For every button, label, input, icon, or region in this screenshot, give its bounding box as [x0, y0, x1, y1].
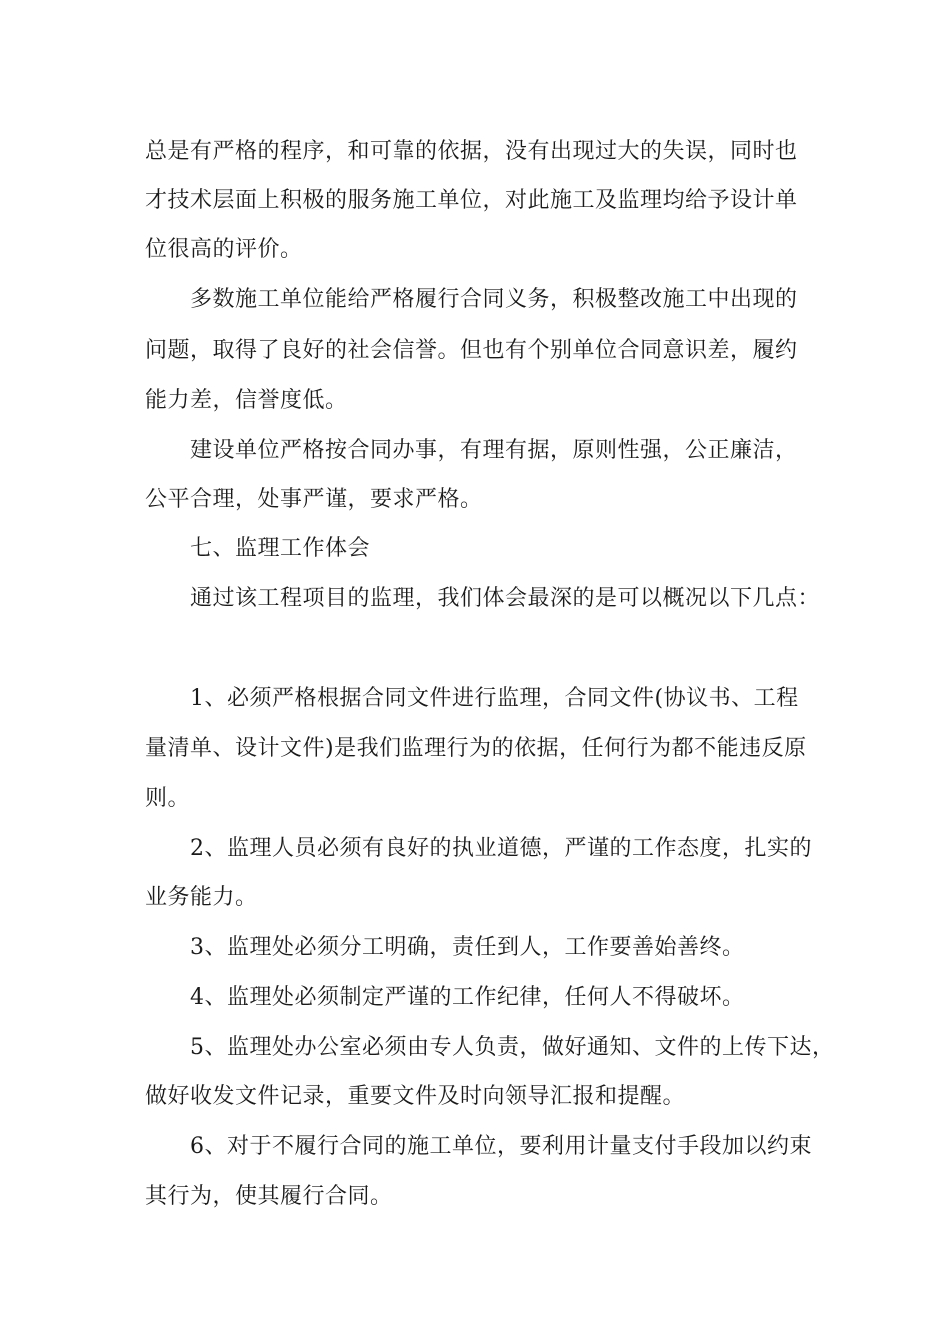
text-line: 能力差，信誉度低。	[145, 388, 348, 413]
text-line: 建设单位严格按合同办事，有理有据，原则性强，公正廉洁，	[190, 438, 798, 463]
text-line: 量清单、设计文件)是我们监理行为的依据，任何行为都不能违反原	[145, 736, 807, 761]
text-line: 业务能力。	[145, 885, 258, 910]
list-item: 3、监理处必须分工明确，责任到人，工作要善始善终。	[190, 935, 745, 960]
text-line: 才技术层面上积极的服务施工单位，对此施工及监理均给予设计单	[145, 188, 798, 213]
list-item: 5、监理处办公室必须由专人负责，做好通知、文件的上传下达，	[190, 1035, 835, 1060]
list-item: 1、必须严格根据合同文件进行监理，合同文件(协议书、工程	[190, 686, 799, 711]
text-line: 公平合理，处事严谨，要求严格。	[145, 487, 483, 512]
list-item: 6、对于不履行合同的施工单位，要利用计量支付手段加以约束	[190, 1134, 812, 1159]
text-line: 其行为，使其履行合同。	[145, 1184, 393, 1209]
text-line: 位很高的评价。	[145, 237, 303, 262]
text-line: 做好收发文件记录，重要文件及时向领导汇报和提醒。	[145, 1084, 686, 1109]
section-heading: 七、监理工作体会	[190, 536, 371, 561]
text-line: 则。	[145, 786, 191, 811]
text-line: 问题，取得了良好的社会信誉。但也有个别单位合同意识差，履约	[145, 338, 798, 363]
text-line: 总是有严格的程序，和可靠的依据，没有出现过大的失误，同时也	[145, 139, 798, 164]
list-item: 4、监理处必须制定严谨的工作纪律，任何人不得破坏。	[190, 985, 745, 1010]
list-item: 2、监理人员必须有良好的执业道德，严谨的工作态度，扎实的	[190, 836, 812, 861]
text-line: 多数施工单位能给严格履行合同义务，积极整改施工中出现的	[190, 287, 798, 312]
text-line: 通过该工程项目的监理，我们体会最深的是可以概况以下几点：	[190, 586, 821, 611]
